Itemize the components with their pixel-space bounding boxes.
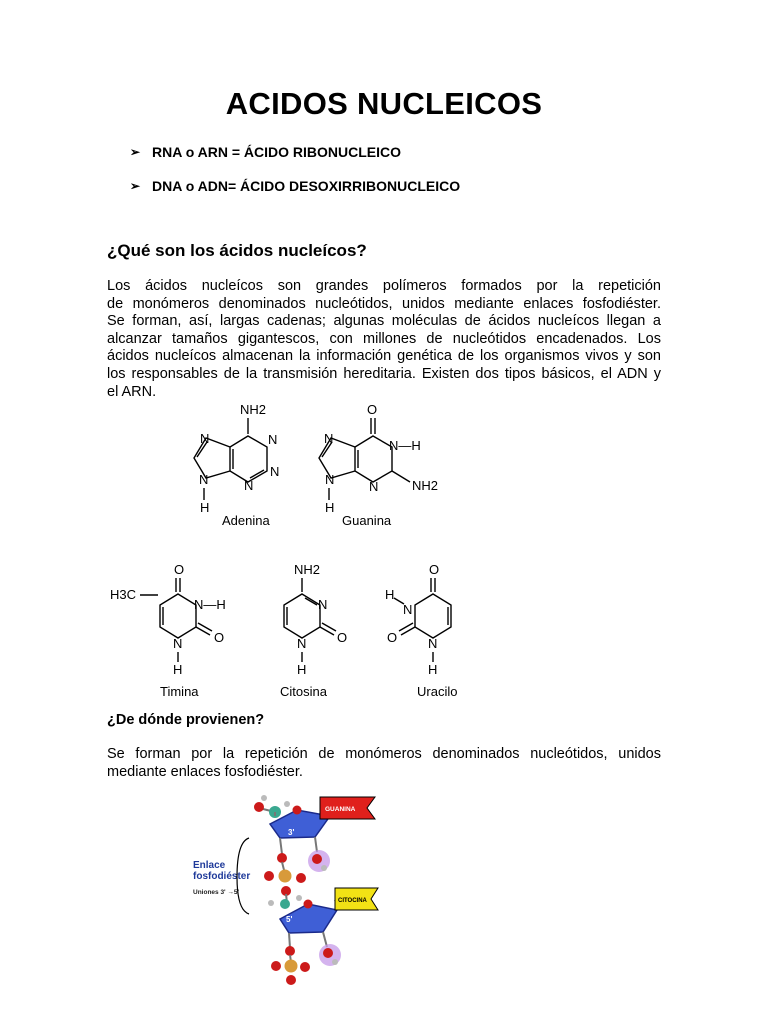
phosphorus-atom: [285, 960, 298, 973]
timina-caption: Timina: [160, 684, 199, 699]
o-atom-label: O: [214, 630, 225, 645]
paragraph-line: Los ácidos nucleícos son grandes polímeros formados por la repetición: [107, 278, 661, 294]
timina-structure: [110, 562, 226, 699]
n-atom-label: N: [428, 636, 438, 651]
h-atom-label: H: [173, 662, 183, 677]
n-atom-label: N: [244, 478, 254, 493]
paragraph-line: mediante enlaces fosfodiéster.: [107, 763, 303, 780]
n-atom-label: N: [325, 472, 335, 487]
purine-structures-figure: [180, 398, 460, 533]
oxygen-atom: [254, 802, 264, 812]
nh-label: N—H: [389, 438, 421, 453]
uracilo-caption: Uracilo: [417, 684, 458, 699]
base2-label: CITOCINA: [338, 898, 367, 904]
o-atom-label: O: [429, 562, 440, 577]
n-atom-label: N: [268, 432, 278, 447]
paragraph-line: Se forman, así, largas cadenas; algunas moléculas de ácidos nucleícos llegan a: [107, 313, 661, 330]
diagram-label: Enlace: [193, 860, 226, 871]
intro-paragraph: [107, 278, 661, 401]
paragraph-line: ácidos nucleícos almacenan la información genética de los organismos vivos y son: [107, 348, 661, 365]
pyrimidine-structures-figure: [110, 558, 470, 703]
paragraph-line: el ARN.: [107, 383, 157, 400]
n-atom-label: N: [200, 431, 210, 446]
page-title: ACIDOS NUCLEICOS: [225, 86, 543, 121]
adenina-caption: Adenina: [222, 513, 270, 528]
methyl-label: H3C: [110, 587, 137, 602]
amino-label: NH2: [240, 402, 267, 417]
n-atom-label: N: [270, 464, 280, 479]
bullet-text: RNA o ARN = ÁCIDO RIBONUCLEICO: [152, 144, 402, 160]
amino-label: NH2: [412, 478, 439, 493]
amino-label: NH2: [294, 562, 321, 577]
n-atom-label: N: [297, 636, 307, 651]
h-atom-label: H: [428, 662, 438, 677]
o-atom-label: O: [174, 562, 185, 577]
carbon5-label: 5': [286, 915, 293, 924]
o-atom-label: O: [337, 630, 348, 645]
phosphorus-atom: [279, 870, 292, 883]
citosina-structure: [280, 562, 347, 699]
paragraph-line: Se forman por la repetición de monómeros denominados nucleótidos, unidos: [107, 746, 661, 762]
n-atom-label: N: [173, 636, 183, 651]
n-atom-label: N: [369, 479, 379, 494]
arrow-bullet-icon: ➢: [130, 179, 141, 193]
n-atom-label: N: [403, 602, 413, 617]
paragraph-line: alcanzar tamaños gigantescos, con millones de nucleótidos encadenados. Los: [107, 330, 661, 347]
citosina-caption: Citosina: [280, 684, 327, 699]
guanina-structure: [319, 402, 438, 528]
o-atom-label: O: [367, 402, 378, 417]
o-atom-label: O: [387, 630, 398, 645]
n-atom-label: N: [324, 431, 334, 446]
h-atom-label: H: [297, 662, 307, 677]
section-heading-origin: ¿De dónde provienen?: [107, 712, 265, 728]
h-atom-label: H: [325, 500, 335, 515]
adenina-structure: [194, 402, 279, 528]
n-atom-label: N: [199, 472, 209, 487]
h-atom-label: H: [385, 587, 395, 602]
carbon3-label: 3': [288, 828, 295, 837]
paragraph-line: de monómeros denominados nucleótidos, unidos mediante enlaces fosfodiéster.: [107, 295, 661, 312]
nh-label: N—H: [194, 597, 226, 612]
diagram-label: fosfodiéster: [193, 871, 251, 882]
arrow-bullet-icon: ➢: [130, 145, 141, 159]
origin-paragraph: [107, 746, 661, 781]
guanina-caption: Guanina: [342, 513, 392, 528]
base1-label: GUANINA: [325, 806, 356, 813]
n-atom-label: N: [318, 597, 328, 612]
h-atom-label: H: [200, 500, 210, 515]
phosphodiester-diagram: [185, 782, 395, 990]
uracilo-structure: [385, 562, 457, 699]
section-heading-what-are: ¿Qué son los ácidos nucleícos?: [107, 241, 367, 260]
unions-label: Uniones 3' →5': [193, 889, 240, 896]
bullet-text: DNA o ADN= ÁCIDO DESOXIRRIBONUCLEICO: [152, 178, 461, 194]
paragraph-line: los responsables de la transmisión hereditaria. Existen dos tipos básicos, el ADN y: [107, 365, 661, 382]
